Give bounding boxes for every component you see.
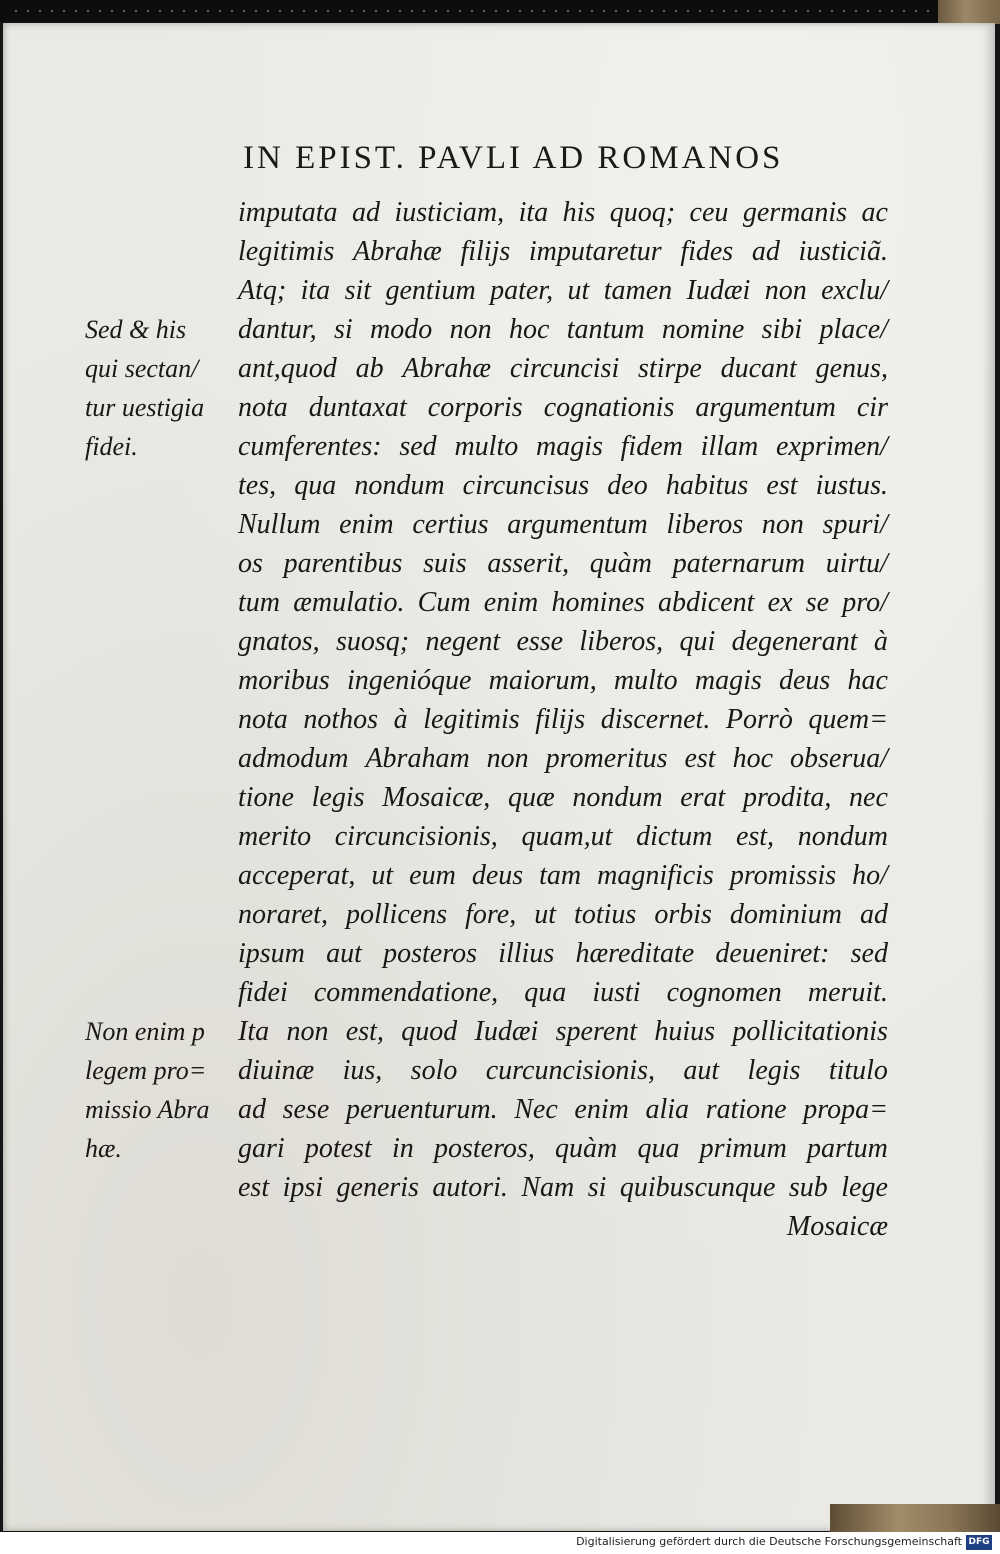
text-line: nota duntaxat corporis cognationis argumentum cir xyxy=(238,392,888,423)
text-line: moribus ingenióque maiorum, multo magis deus hac xyxy=(238,665,888,696)
text-line: os parentibus suis asserit, quàm paternarum uirtu/ xyxy=(238,548,888,579)
margin-note-2 xyxy=(85,1012,235,1168)
margin-note-line: missio Abra xyxy=(85,1095,210,1124)
text-line: cumferentes: sed multo magis fidem illam exprimen/ xyxy=(238,431,888,462)
text-line: acceperat, ut eum deus tam magnificis promissis ho/ xyxy=(238,860,888,891)
scan-top-border xyxy=(0,0,1000,22)
text-line: gnatos, suosq; negent esse liberos, qui degenerant à xyxy=(238,626,888,657)
text-line: tes, qua nondum circuncisus deo habitus est iustus. xyxy=(238,470,888,501)
text-line: noraret, pollicens fore, ut totius orbis dominium ad xyxy=(238,899,888,930)
text-line: nota nothos à legitimis filijs discernet. Porrò quem= xyxy=(238,704,888,735)
book-edge-bottom xyxy=(830,1504,1000,1532)
scan-border-dots xyxy=(10,10,935,12)
text-line: Atq; ita sit gentium pater, ut tamen Iudæi non exclu/ xyxy=(238,275,888,306)
text-line: fidei commendatione, qua iusti cognomen meruit. xyxy=(238,977,888,1008)
text-line: ipsum aut posteros illius hæreditate deueniret: sed xyxy=(238,938,888,969)
margin-note-line: Non enim p xyxy=(85,1017,205,1046)
text-line: dantur, si modo non hoc tantum nomine sibi place/ xyxy=(238,314,888,345)
margin-note-line: tur uestigia xyxy=(85,393,205,422)
margin-note-line: qui sectan/ xyxy=(85,354,199,383)
text-line: tione legis Mosaicæ, quæ nondum erat prodita, nec xyxy=(238,782,888,813)
main-text-block xyxy=(238,193,888,1246)
text-line: admodum Abraham non promeritus est hoc obserua/ xyxy=(238,743,888,774)
text-line: est ipsi generis autori. Nam si quibuscunque sub lege xyxy=(238,1172,888,1203)
margin-note-line: hæ. xyxy=(85,1134,122,1163)
text-line: Ita non est, quod Iudæi sperent huius pollicitationis xyxy=(238,1016,888,1047)
margin-note-line: legem pro= xyxy=(85,1056,207,1085)
margin-note-line: fidei. xyxy=(85,432,138,461)
dfg-logo: DFG xyxy=(966,1535,992,1550)
text-line: merito circuncisionis, quam,ut dictum est, nondum xyxy=(238,821,888,852)
text-line: diuinæ ius, solo curcuncisionis, aut legis titulo xyxy=(238,1055,888,1086)
margin-note-1 xyxy=(85,310,235,466)
footer-bar xyxy=(0,1532,1000,1554)
text-line: ant,quod ab Abrahæ circuncisi stirpe ducant genus, xyxy=(238,353,888,384)
margin-note-line: Sed & his xyxy=(85,315,187,344)
text-line: legitimis Abrahæ filijs imputaretur fides ad iusticiã. xyxy=(238,236,888,267)
running-title: IN EPIST. PAVLI AD ROMANOS xyxy=(243,140,784,176)
book-edge-top xyxy=(938,0,1000,24)
text-line: imputata ad iusticiam, ita his quoq; ceu germanis ac xyxy=(238,197,888,228)
funding-credit: Digitalisierung gefördert durch die Deutsche Forschungsgemeinschaft xyxy=(576,1535,962,1548)
text-line: gari potest in posteros, quàm qua primum partum xyxy=(238,1133,888,1164)
text-line: Nullum enim certius argumentum liberos non spuri/ xyxy=(238,509,888,540)
text-line: tum æmulatio. Cum enim homines abdicent ex se pro/ xyxy=(238,587,888,618)
text-line: ad sese peruenturum. Nec enim alia ratione propa= xyxy=(238,1094,888,1125)
catchword: Mosaicæ xyxy=(786,1211,888,1242)
